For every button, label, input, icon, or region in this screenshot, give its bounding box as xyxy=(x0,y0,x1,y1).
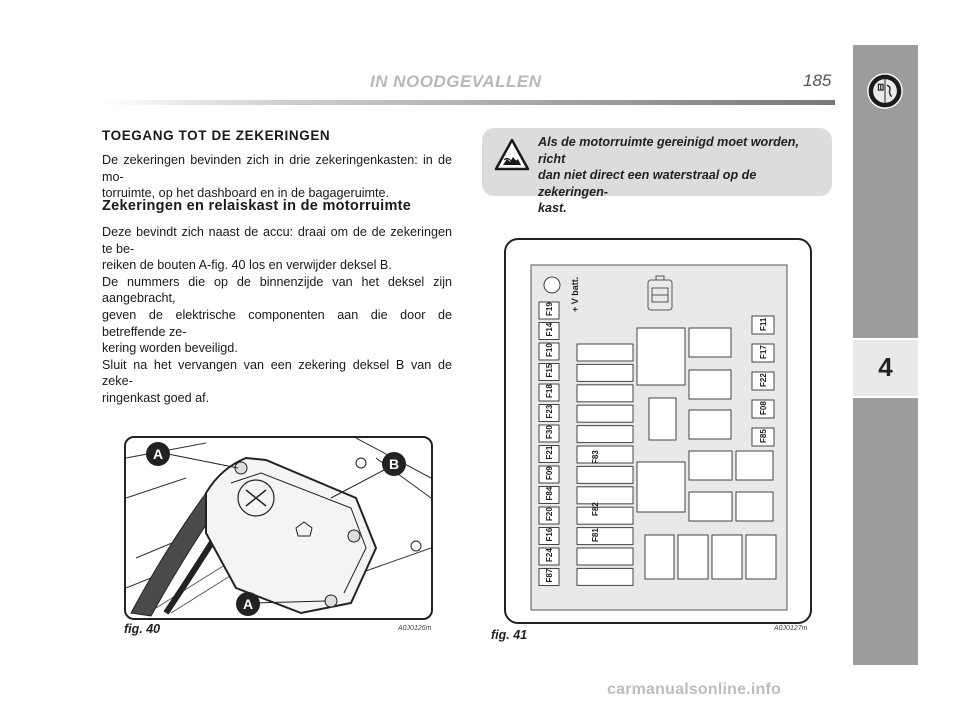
fuse-box-cover-drawing xyxy=(126,438,431,618)
figure-40-illustration xyxy=(124,436,433,620)
fuse-slot xyxy=(577,528,633,545)
fuse-slot xyxy=(577,426,633,443)
callout-a-bottom xyxy=(236,592,260,616)
svg-text:F15: F15 xyxy=(545,363,554,378)
svg-text:F19: F19 xyxy=(545,302,554,316)
callout-a-top xyxy=(146,442,170,466)
fuse-slot xyxy=(577,405,633,422)
body-line: kering worden beveiligd. xyxy=(102,341,238,356)
svg-text:F23: F23 xyxy=(545,404,554,419)
intro-paragraph xyxy=(102,152,452,202)
fuse-f19 xyxy=(539,302,559,319)
figure-41-code: A0J0127m xyxy=(774,625,808,632)
fuse-f85 xyxy=(752,428,774,446)
intro-line: De zekeringen bevinden zich in drie zekeringenkasten: in de mo- xyxy=(102,153,452,184)
fuse-layout-drawing xyxy=(506,240,810,622)
callout-b xyxy=(382,452,406,476)
svg-text:F87: F87 xyxy=(545,568,554,583)
body-line: reiken de bouten A-fig. 40 los en verwijder deksel B. xyxy=(102,258,392,273)
fuse-slot xyxy=(577,568,633,585)
fuse-f83 xyxy=(591,450,600,464)
intro-line: torruimte, op het dashboard en in de bagageruimte. xyxy=(102,186,390,201)
svg-text:F14: F14 xyxy=(545,322,554,337)
svg-text:F30: F30 xyxy=(545,425,554,439)
body-line: geven de elektrische componenten aan die door de betreffende ze- xyxy=(102,307,452,339)
svg-text:F17: F17 xyxy=(759,345,768,359)
fuse-f22 xyxy=(752,372,774,390)
warning-text xyxy=(538,134,822,217)
fuse-slot xyxy=(577,487,633,504)
alfa-romeo-logo-icon xyxy=(866,72,904,110)
chapter-number: 4 xyxy=(878,352,893,382)
fuse-f08 xyxy=(752,400,774,418)
svg-text:F81: F81 xyxy=(591,528,600,542)
fuse-f81 xyxy=(591,528,600,542)
callout-label: A xyxy=(152,446,164,462)
callout-label: A xyxy=(242,596,254,612)
fuse-slot xyxy=(577,446,633,463)
page-number: 185 xyxy=(803,71,832,90)
body-paragraph xyxy=(102,224,452,407)
svg-text:F21: F21 xyxy=(545,445,554,460)
body-line: ringenkast goed af. xyxy=(102,390,210,405)
figure-40-code: A0J0126m xyxy=(398,625,432,632)
warning-line: Als de motorruimte gereinigd moet worden, richt xyxy=(538,135,800,166)
warning-triangle-icon xyxy=(494,138,530,172)
fuse-slot xyxy=(577,548,633,565)
body-line: De nummers die op de binnenzijde van het deksel zijn aangebracht, xyxy=(102,274,452,306)
warning-line: kast. xyxy=(538,201,567,215)
fuse-f21 xyxy=(539,445,559,462)
fuse-slot xyxy=(577,344,633,361)
svg-text:F08: F08 xyxy=(759,401,768,415)
vbatt-label: + V batt. xyxy=(570,276,580,312)
svg-text:F84: F84 xyxy=(545,486,554,501)
figure-40-caption: fig. 40 xyxy=(124,622,161,636)
fuse-f11 xyxy=(752,316,774,334)
callout-label: B xyxy=(388,456,400,472)
warning-line: dan niet direct een waterstraal op de zekeringen- xyxy=(538,168,757,199)
fuse-slot xyxy=(577,364,633,381)
watermark: carmanualsonline.info xyxy=(607,681,782,698)
fuse-f24 xyxy=(539,548,559,565)
fuse-slot xyxy=(577,507,633,524)
header-rule xyxy=(100,100,835,105)
svg-text:F24: F24 xyxy=(545,548,554,562)
section-title: IN NOODGEVALLEN xyxy=(370,72,542,91)
body-line: Deze bevindt zich naast de accu: draai om de de zekeringen te be- xyxy=(102,225,452,256)
figure-41-caption: fig. 41 xyxy=(491,628,528,642)
fuse-f30 xyxy=(539,425,559,442)
body-line: Sluit na het vervangen van een zekering deksel B van de zeke- xyxy=(102,357,452,389)
svg-text:F09: F09 xyxy=(545,466,554,480)
fuse-f10 xyxy=(539,343,559,360)
fuse-f17 xyxy=(752,344,774,362)
svg-text:F18: F18 xyxy=(545,384,554,398)
fuse-slot xyxy=(577,466,633,483)
figure-41-fuse-diagram xyxy=(504,238,812,624)
svg-text:F22: F22 xyxy=(759,373,768,387)
svg-text:F20: F20 xyxy=(545,507,554,521)
fuse-f15 xyxy=(539,363,559,380)
fuse-f20 xyxy=(539,507,559,524)
svg-text:F10: F10 xyxy=(545,343,554,357)
fuse-f82 xyxy=(591,502,600,516)
svg-text:F82: F82 xyxy=(591,502,600,516)
fuse-f09 xyxy=(539,466,559,483)
fuse-slot xyxy=(577,385,633,402)
section-heading: TOEGANG TOT DE ZEKERINGEN xyxy=(102,128,331,143)
svg-text:F85: F85 xyxy=(759,429,768,443)
svg-text:F83: F83 xyxy=(591,450,600,464)
fuse-f14 xyxy=(539,322,559,339)
fuse-f23 xyxy=(539,404,559,421)
fuse-f84 xyxy=(539,486,559,503)
fuse-f87 xyxy=(539,568,559,585)
sidebar-divider xyxy=(853,396,918,398)
fuse-f16 xyxy=(539,527,559,544)
fuse-f18 xyxy=(539,384,559,401)
subheading: Zekeringen en relaiskast in de motorruimte xyxy=(102,198,412,214)
svg-text:F11: F11 xyxy=(759,317,768,331)
svg-text:F16: F16 xyxy=(545,527,554,542)
